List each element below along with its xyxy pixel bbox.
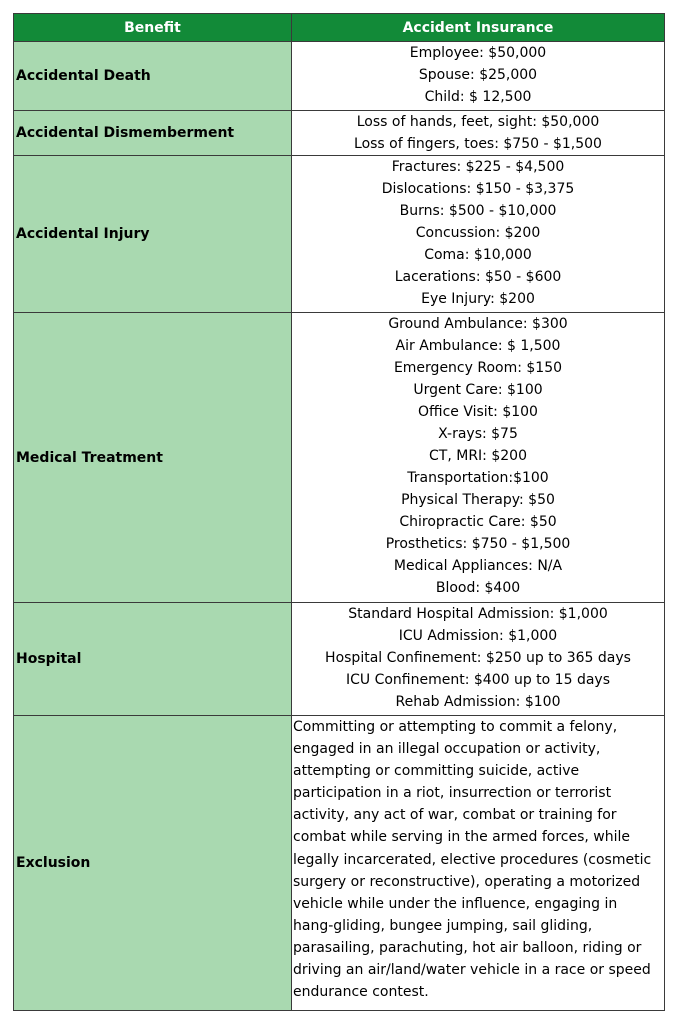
value-line: Standard Hospital Admission: $1,000 (348, 606, 608, 622)
table-row (14, 603, 665, 716)
exclusion-line: combat while serving in the armed forces, while (293, 829, 630, 846)
exclusion-line: endurance contest. (293, 984, 429, 1001)
value-line: Spouse: $25,000 (418, 67, 538, 83)
value-line: Child: $ 12,500 (424, 89, 532, 105)
benefits-table (13, 13, 665, 1011)
value-line: Rehab Admission: $100 (395, 694, 561, 710)
exclusion-line: engaged in an illegal occupation or activity, (293, 741, 601, 758)
value-line: Transportation:$100 (407, 470, 549, 486)
value-line: X-rays: $75 (438, 426, 518, 442)
table-row (14, 716, 665, 1011)
benefit-values (292, 313, 665, 603)
exclusion-line: attempting or committing suicide, active (293, 763, 580, 780)
exclusion-line: surgery or reconstructive), operating a motorized (293, 873, 641, 890)
value-line: ICU Admission: $1,000 (398, 628, 558, 644)
exclusion-line: hang-gliding, bungee jumping, sail gliding, (293, 917, 593, 934)
exclusion-line: legally incarcerated, elective procedures (cosmetic (293, 851, 652, 868)
exclusion-line: activity, any act of war, combat or training for (293, 807, 617, 824)
exclusion-line: parasailing, parachuting, hot air balloon, riding or (293, 939, 642, 956)
value-line: Physical Therapy: $50 (401, 492, 555, 508)
benefit-values (292, 603, 665, 716)
value-line: ICU Confinement: $400 up to 15 days (345, 672, 610, 688)
value-line: Urgent Care: $100 (413, 382, 543, 398)
table-row (14, 111, 665, 156)
value-line: CT, MRI: $200 (429, 448, 527, 464)
value-line: Employee: $50,000 (409, 45, 547, 61)
value-line: Office Visit: $100 (418, 404, 538, 420)
benefit-values (292, 42, 665, 111)
benefit-label: Exclusion (14, 716, 292, 1011)
table-row (14, 156, 665, 313)
table-row (14, 313, 665, 603)
exclusion-line: driving an air/land/water vehicle in a race or speed (293, 962, 651, 979)
header-accident-insurance: Accident Insurance (292, 14, 665, 42)
value-line: Blood: $400 (435, 580, 521, 596)
benefit-values (292, 111, 665, 156)
table-header-row (14, 14, 665, 42)
value-line: Coma: $10,000 (424, 247, 532, 263)
value-line: Ground Ambulance: $300 (388, 316, 568, 332)
value-line: Emergency Room: $150 (393, 360, 563, 376)
value-line: Loss of fingers, toes: $750 - $1,500 (354, 136, 602, 152)
benefit-label: Medical Treatment (14, 313, 292, 603)
benefit-label: Hospital (14, 603, 292, 716)
value-line: Concussion: $200 (415, 225, 541, 241)
value-line: Medical Appliances: N/A (393, 558, 563, 574)
value-line: Burns: $500 - $10,000 (399, 203, 557, 219)
value-line: Dislocations: $150 - $3,375 (381, 181, 575, 197)
benefit-label: Accidental Dismemberment (14, 111, 292, 156)
table-row (14, 42, 665, 111)
exclusion-text (292, 716, 665, 1011)
value-line: Hospital Confinement: $250 up to 365 days (325, 650, 631, 666)
header-benefit: Benefit (14, 14, 292, 42)
value-line: Fractures: $225 - $4,500 (391, 159, 565, 175)
value-line: Prosthetics: $750 - $1,500 (385, 536, 571, 552)
exclusion-line: vehicle while under the influence, engaging in (293, 895, 618, 912)
value-line: Chiropractic Care: $50 (399, 514, 557, 530)
value-line: Eye Injury: $200 (421, 291, 535, 307)
value-line: Loss of hands, feet, sight: $50,000 (356, 114, 600, 130)
benefit-label: Accidental Injury (14, 156, 292, 313)
value-line: Lacerations: $50 - $600 (394, 269, 562, 285)
benefit-label: Accidental Death (14, 42, 292, 111)
exclusion-line: Committing or attempting to commit a felony, (293, 719, 618, 735)
exclusion-line: participation in a riot, insurrection or terrorist (293, 785, 612, 802)
benefit-values (292, 156, 665, 313)
value-line: Air Ambulance: $ 1,500 (395, 338, 561, 354)
